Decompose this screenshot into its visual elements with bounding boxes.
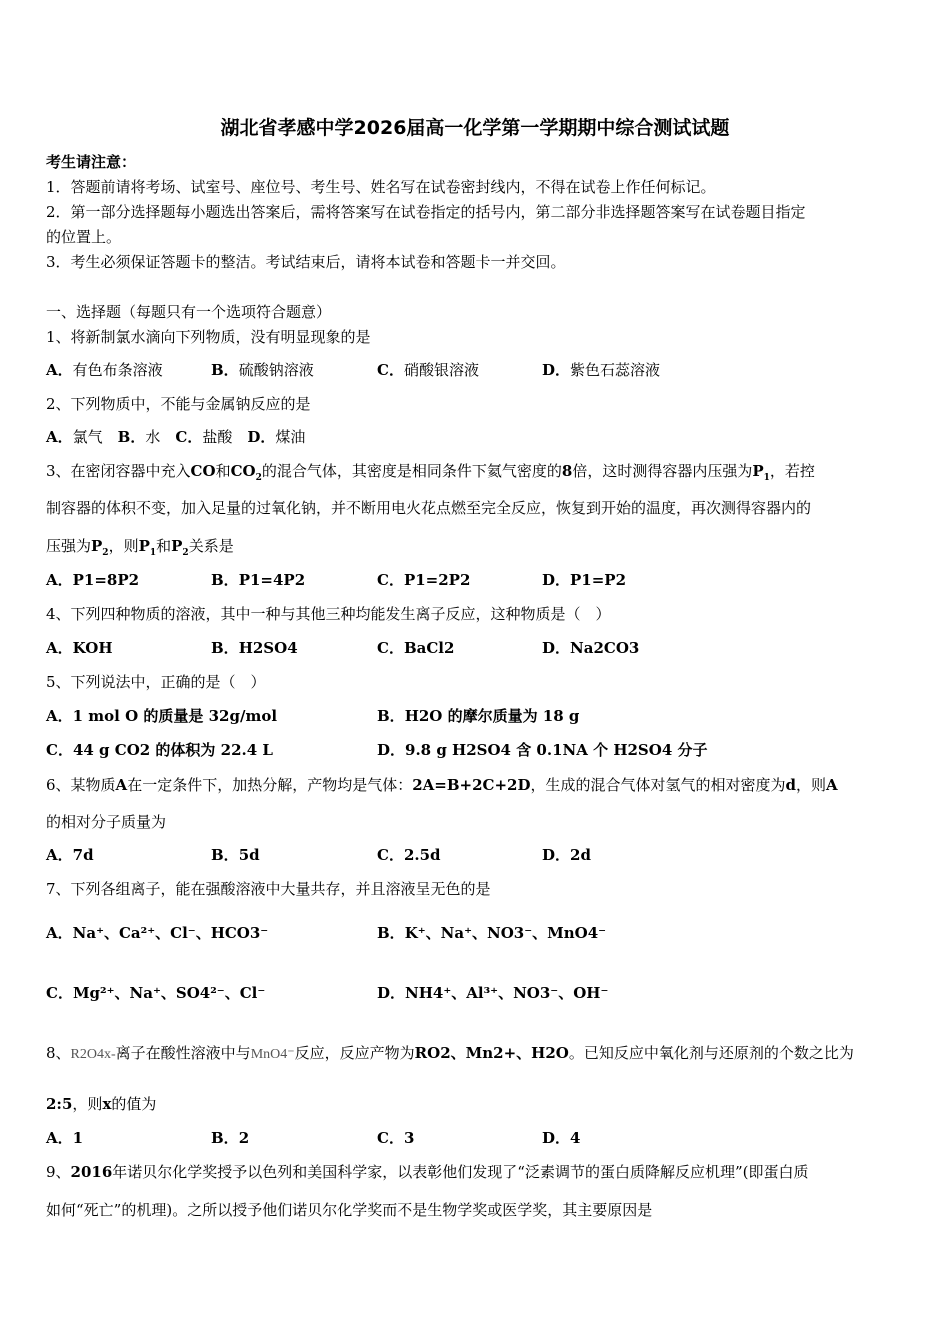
mno4-ion-formula: MnO4⁻ [250,1047,295,1062]
q1-option-a: A．有色布条溶液 [46,361,163,379]
q8-stem-line-2: 2:5，则x的值为 [46,1095,157,1113]
notice-heading: 考生请注意： [46,153,137,171]
q8-stem-line-1: 8、R2O4x-离子在酸性溶液中与MnO4⁻反应，反应产物为RO2、Mn2+、H2O。已知反应中氧化剂与还原剂的个数之比为 [46,1044,854,1062]
q7-stem: 7、下列各组离子，能在强酸溶液中大量共存，并且溶液呈无色的是 [46,880,491,898]
q8-option-a: A．1 [46,1129,84,1147]
q4-option-c: C．BaCl2 [377,639,455,657]
q1-option-d: D．紫色石蕊溶液 [542,361,661,379]
q6-stem-line-1: 6、某物质A在一定条件下，加热分解，产物均是气体：2A=B+2C+2D，生成的混合气体对氢气的相对密度为d，则A [46,776,838,794]
q3-option-b: B．P1=4P2 [211,571,306,589]
q8-option-b: B．2 [211,1129,250,1147]
q3-stem-line-2: 制容器的体积不变，加入足量的过氧化钠，并不断用电火花点燃至完全反应，恢复到开始的温度，再次测得容器内的 [46,499,812,517]
notice-line-2a: 2．第一部分选择题每小题选出答案后，需将答案写在试卷指定的括号内，第二部分非选择题答案写在试卷题目指定 [46,203,806,221]
q3-stem-line-1: 3、在密闭容器中充入CO和$CO_2$的混合气体，其密度是相同条件下氦气密度的8倍，这时测得容器内压强为$P_1$，若控 [46,462,815,483]
r2o4-ion-formula: R2O4x- [70,1047,116,1062]
q6-option-d: D．2d [542,846,591,864]
q4-stem: 4、下列四种物质的溶液，其中一种与其他三种均能发生离子反应，这种物质是（ ） [46,605,611,623]
section-heading: 一、选择题（每题只有一个选项符合题意） [46,303,332,321]
q7-option-b: B．K⁺、Na⁺、NO3⁻、MnO4⁻ [377,924,607,942]
q7-option-c: C．Mg²⁺、Na⁺、SO4²⁻、Cl⁻ [46,984,266,1002]
q5-option-d: D．9.8 g H2SO4 含 0.1NA 个 H2SO4 分子 [377,741,708,759]
q6-option-b: B．5d [211,846,260,864]
notice-line-2b: 的位置上。 [46,228,122,246]
q2-options: A．氯气 B．水 C．盐酸 D．煤油 [46,428,306,446]
q7-option-d: D．NH4⁺、Al³⁺、NO3⁻、OH⁻ [377,984,609,1002]
notice-line-1: 1．答题前请将考场、试室号、座位号、考生号、姓名写在试卷密封线内，不得在试卷上作任何标记。 [46,178,716,196]
q8-option-c: C．3 [377,1129,415,1147]
q5-option-a: A．1 mol O 的质量是 32g/mol [46,707,278,725]
q6-option-a: A．7d [46,846,94,864]
q3-stem-line-3: 压强为$P_2$，则$P_1$和$P_2$关系是 [46,537,234,558]
q6-stem-line-2: 的相对分子质量为 [46,813,167,831]
q2-stem: 2、下列物质中，不能与金属钠反应的是 [46,395,311,413]
page-title: 湖北省孝感中学2026届高一化学第一学期期中综合测试试题 [220,117,730,139]
q3-option-c: C．P1=2P2 [377,571,471,589]
q1-stem: 1、将新制氯水滴向下列物质，没有明显现象的是 [46,328,371,346]
q7-option-a: A．Na⁺、Ca²⁺、Cl⁻、HCO3⁻ [46,924,269,942]
q3-option-d: D．P1=P2 [542,571,627,589]
q1-option-b: B．硫酸钠溶液 [211,361,314,379]
q5-stem: 5、下列说法中，正确的是（ ） [46,673,266,691]
q9-stem-line-2: 如何“死亡”的机理)。之所以授予他们诺贝尔化学奖而不是生物学奖或医学奖，其主要原因是 [46,1201,653,1219]
q8-option-d: D．4 [542,1129,581,1147]
q1-option-c: C．硝酸银溶液 [377,361,479,379]
notice-line-3: 3．考生必须保证答题卡的整洁。考试结束后，请将本试卷和答题卡一并交回。 [46,253,566,271]
q4-option-a: A．KOH [46,639,113,657]
q3-option-a: A．P1=8P2 [46,571,140,589]
q5-option-c: C．44 g CO2 的体积为 22.4 L [46,741,273,759]
q9-stem-line-1: 9、2016年诺贝尔化学奖授予以色列和美国科学家，以表彰他们发现了“泛素调节的蛋白质降解反应机理”(即蛋白质 [46,1163,809,1181]
q6-option-c: C．2.5d [377,846,441,864]
q5-option-b: B．H2O 的摩尔质量为 18 g [377,707,580,725]
q4-option-d: D．Na2CO3 [542,639,640,657]
q4-option-b: B．H2SO4 [211,639,298,657]
